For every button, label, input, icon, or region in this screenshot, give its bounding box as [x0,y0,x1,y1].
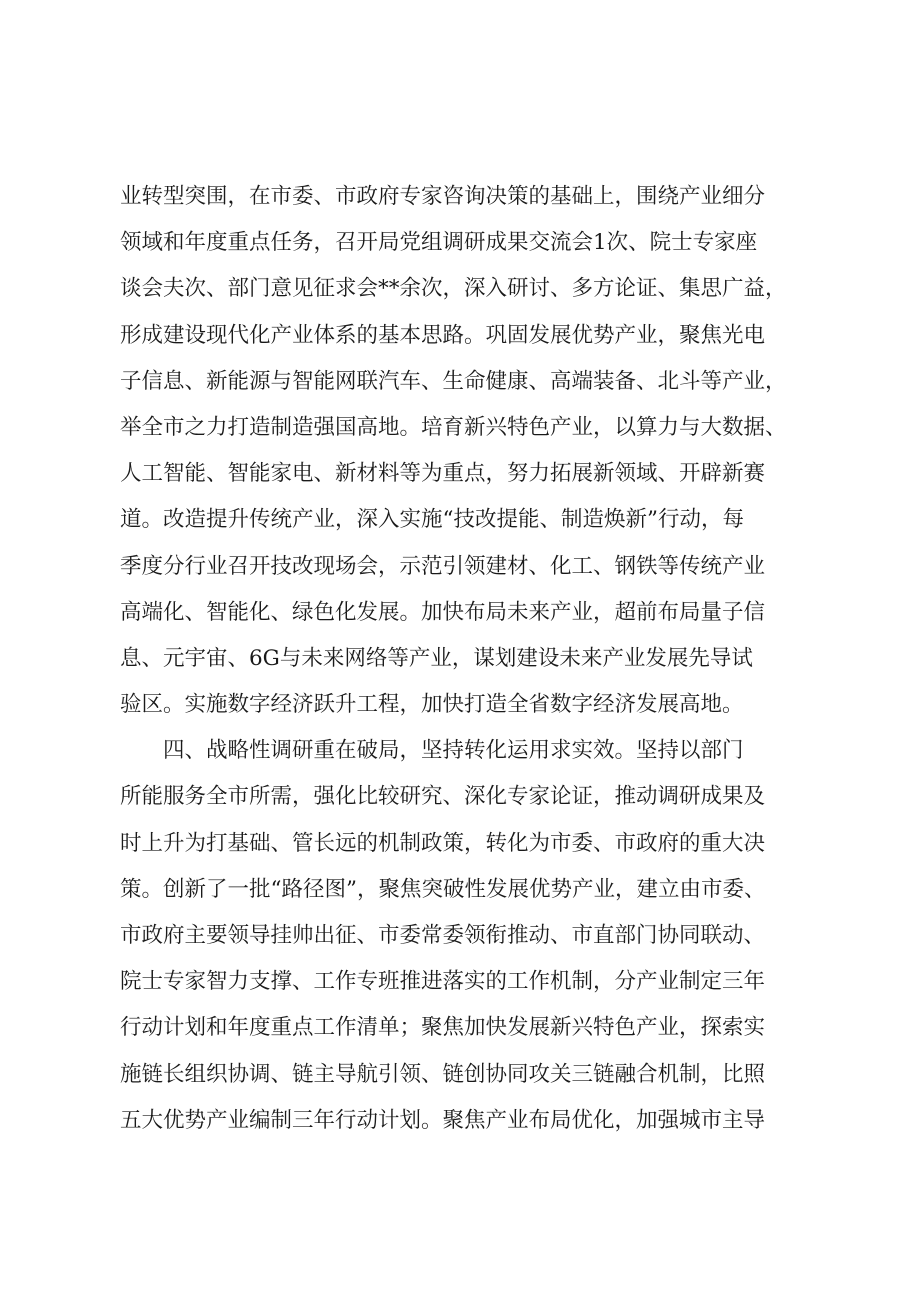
text-line: 谈会夫次、部门意见征求会**余次，深入研讨、多方论证、集思广益， [120,276,787,302]
text-line: 形成建设现代化产业体系的基本思路。巩固发展优势产业，聚焦光电 [120,322,766,348]
text-line: 市政府主要领导挂帅出征、市委常委领衔推动、市直部门协同联动、 [120,923,766,948]
text-line: 道。改造提升传统产业，深入实施“技改提能、制造焕新”行动，每 [120,507,744,533]
text-line: 息、元宇宙、6G与未来网络等产业，谋划建设未来产业发展先导试 [120,645,753,671]
text-line: 策。创新了一批“路径图”，聚焦突破性发展优势产业，建立由市委、 [120,876,766,902]
text-line: 时上升为打基础、管长远的机制政策，转化为市委、市政府的重大决 [120,830,766,856]
text-line: 行动计划和年度重点工作清单；聚焦加快发展新兴特色产业，探索实 [120,1015,766,1041]
text-line: 所能服务全市所需，强化比较研究、深化专家论证，推动调研成果及 [120,784,766,810]
text-line: 举全市之力打造制造强国高地。培育新兴特色产业，以算力与大数据、 [120,414,787,440]
text-line: 四、战略性调研重在破局，坚持转化运用求实效。坚持以部门 [120,738,744,764]
text-line: 业转型突围，在市委、市政府专家咨询决策的基础上，围绕产业细分 [120,184,766,209]
text-line: 院士专家智力支撑、工作专班推进落实的工作机制，分产业制定三年 [120,969,766,995]
text-line: 五大优势产业编制三年行动计划。聚焦产业布局优化，加强城市主导 [120,1107,766,1133]
text-line: 验区。实施数字经济跃升工程，加快打造全省数字经济发展高地。 [120,692,744,718]
text-line: 子信息、新能源与智能网联汽车、生命健康、高端装备、北斗等产业， [120,368,787,394]
body-text [120,174,840,1144]
text-line: 领域和年度重点任务，召开局党组调研成果交流会1次、院士专家座 [120,230,758,256]
text-line: 高端化、智能化、绿色化发展。加快布局未来产业，超前布局量子信 [120,599,766,625]
text-line: 施链长组织协调、链主导航引领、链创协同攻关三链融合机制，比照 [120,1061,766,1087]
text-line: 人工智能、智能家电、新材料等为重点，努力拓展新领域、开辟新赛 [120,461,766,487]
text-line: 季度分行业召开技改现场会，示范引领建材、化工、钢铁等传统产业 [120,553,766,579]
